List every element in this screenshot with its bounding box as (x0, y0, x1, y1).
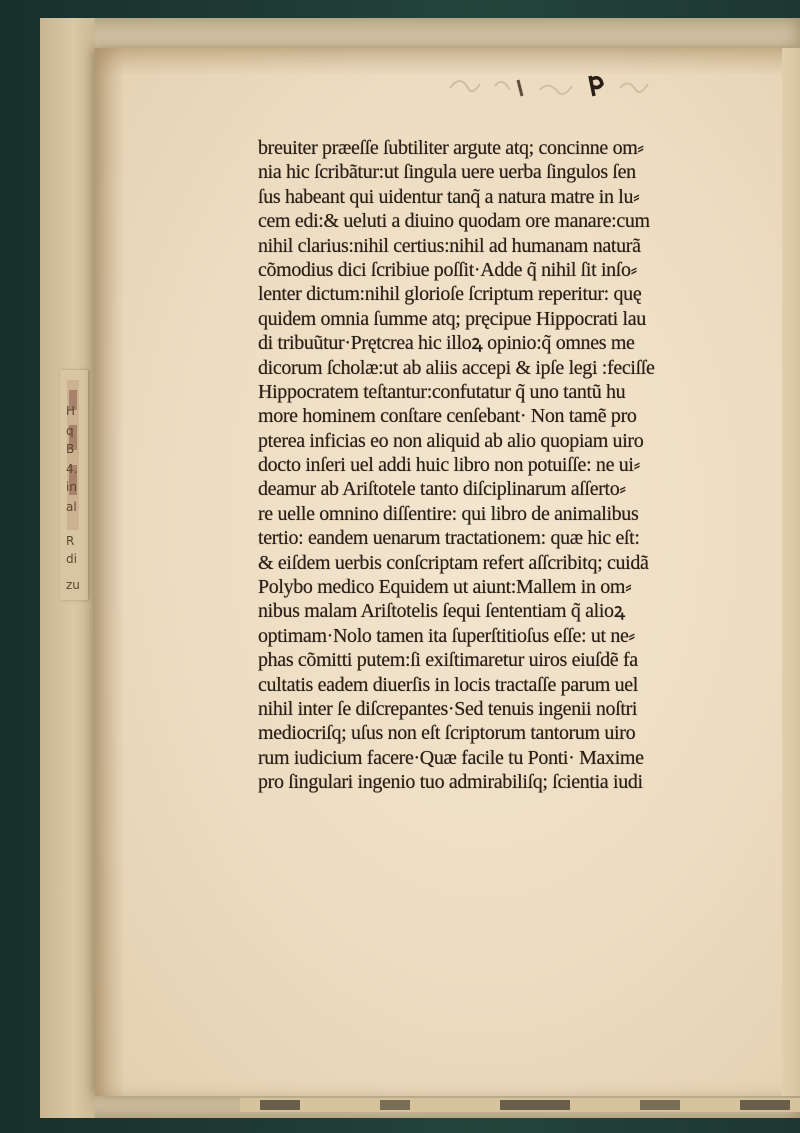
text-line: ſus habeant qui uidentur tanq̃ a natura matre in lu⸗ (258, 185, 640, 208)
text-line: rum iudicium facere·Quæ facile tu Ponti· Maxime (258, 746, 644, 769)
page-right-edge (782, 48, 800, 1096)
margin-note: R (66, 534, 75, 548)
text-line: Polybo medico Equidem ut aiunt:Mallem in om⸗ (258, 576, 632, 599)
margin-note: zu (66, 578, 80, 592)
text-line: nibus malam Ariſtotelis ſequi ſententiam q̃ alioꝝ (258, 600, 625, 623)
text-line: pro ſingulari ingenio tuo admirabiliſq; ſcientia iudi (258, 771, 643, 794)
text-line: phas cõmitti putem:ſi exiſtimaretur uiros eiuſdẽ fa (258, 649, 638, 672)
text-line: docto inſeri uel addi huic libro non potuiſſe: ne ui⸗ (258, 454, 640, 477)
text-line: mediocriſq; uſus non eſt ſcriptorum tantorum uiro (258, 722, 636, 745)
text-line: cem edi:& ueluti a diuino quodam ore manare:cum (258, 210, 650, 233)
text-line: & eiſdem uerbis conſcriptam refert aſſcribitq; cuidã (258, 551, 649, 574)
text-line: dicorum ſcholæ:ut ab aliis accepi & ipſe legi :feciſſe (258, 356, 655, 379)
text-line: nia hic ſcribãtur:ut ſingula uere uerba ſingulos ſen (258, 161, 636, 184)
text-line: tertio: eandem uenarum tractationem: quæ hic eſt: (258, 527, 640, 550)
margin-note: al (66, 500, 77, 514)
margin-note: 4. (66, 462, 78, 476)
text-line: cõmodius dici ſcribiue poſſit·Adde q̃ nihil ſit inſo⸗ (258, 258, 637, 281)
text-line: cultatis eadem diuerſis in locis tractaſſe parum uel (258, 673, 638, 696)
text-line: pterea inficias eo non aliquid ab alio quopiam uiro (258, 429, 644, 452)
text-line: lenter dictum:nihil glorioſe ſcriptum reperitur: quę (258, 283, 642, 306)
body-text (258, 136, 740, 795)
margin-note: B (66, 442, 75, 456)
page-bottom-edge (240, 1098, 800, 1112)
text-line: deamur ab Ariſtotele tanto diſciplinarum aſſerto⸗ (258, 478, 626, 501)
page-gutter-shadow (95, 48, 125, 1096)
text-line: optimam·Nolo tamen ita ſuperſtitioſus eſſe: ut ne⸗ (258, 624, 635, 647)
text-line: nihil inter ſe diſcrepantes·Sed tenuis ingenii noſtri (258, 697, 638, 720)
margin-note: di (66, 552, 77, 566)
text-line: more hominem conſtare cenſebant· Non tamẽ pro (258, 405, 637, 428)
text-line: breuiter præeſſe ſubtiliter argute atq; concinne om⸗ (258, 137, 644, 159)
margin-note: q (66, 424, 74, 438)
text-line: re uelle omnino diſſentire: qui libro de animalibus (258, 502, 639, 525)
text-line: nihil clarius:nihil certius:nihil ad humanam naturã (258, 234, 641, 257)
margin-note: in (66, 480, 77, 494)
text-line: quidem omnia ſumme atq; pręcipue Hippocrati lau (258, 307, 646, 330)
margin-note: H (66, 404, 76, 418)
text-line: Hippocratem teſtantur:confutatur q̃ uno tantũ hu (258, 380, 626, 403)
handwritten-marks (440, 66, 670, 106)
text-line: di tribuũtur·Prętcrea hic illoꝝ opinio:q̃ omnes me (258, 332, 635, 355)
